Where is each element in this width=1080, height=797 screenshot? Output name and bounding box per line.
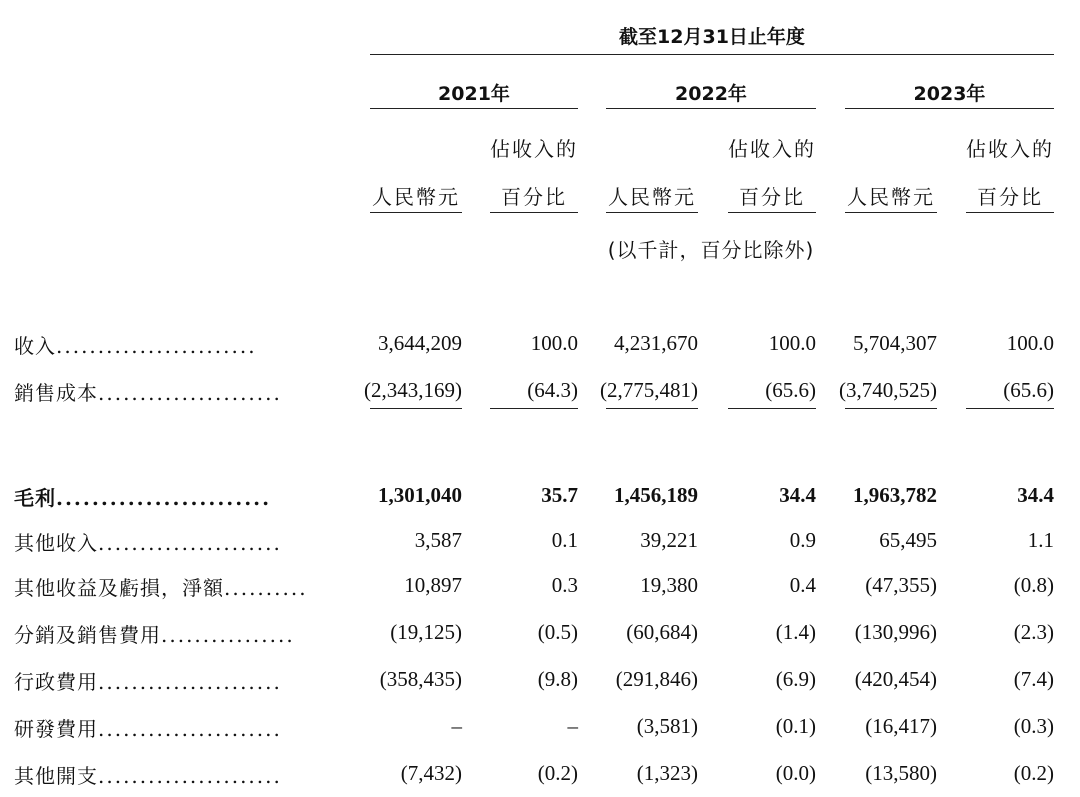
subtotal-rule: [845, 408, 937, 409]
rmb-value: (47,355): [865, 573, 937, 597]
row-label: [14, 760, 282, 789]
pct-value: (0.2): [1013, 761, 1054, 785]
pct-value: (7.4): [1013, 667, 1054, 691]
unit-note: (以千計，百分比除外): [607, 238, 815, 262]
row-label: [14, 377, 282, 406]
rmb-value: 10,897: [404, 573, 462, 597]
subtotal-rule: [370, 408, 462, 409]
leader-dots: ........................: [56, 486, 272, 510]
pct-value: (0.3): [1013, 714, 1054, 738]
rmb-value: (19,125): [390, 620, 462, 644]
rmb-header-2021: 人民幣元: [372, 185, 460, 209]
rmb-header-2022: 人民幣元: [608, 185, 696, 209]
rmb-value: (7,432): [400, 761, 462, 785]
row-label-text: 行政費用: [14, 670, 98, 694]
row-label-text: 分銷及銷售費用: [14, 623, 161, 647]
rmb-value: 39,221: [640, 528, 698, 552]
pct-value: (2.3): [1013, 620, 1054, 644]
row-label: [14, 666, 282, 695]
rmb-value: (2,343,169): [364, 378, 462, 402]
pct-value: (65.6): [765, 378, 816, 402]
year-rule-2021: [370, 108, 578, 109]
col-rule: [966, 212, 1054, 213]
subtotal-rule: [966, 408, 1054, 409]
pct-value: (1.4): [775, 620, 816, 644]
leader-dots: ........................: [56, 334, 257, 358]
rmb-value: 1,301,040: [378, 483, 462, 507]
leader-dots: ..........: [224, 576, 308, 600]
pct-value: (64.3): [527, 378, 578, 402]
leader-dots: ......................: [98, 531, 282, 555]
rmb-value: 1,963,782: [853, 483, 937, 507]
year-2021: 2021年: [438, 83, 510, 105]
pct-value: (0.8): [1013, 573, 1054, 597]
pct-value: (0.5): [537, 620, 578, 644]
row-label-text: 其他收益及虧損，淨額: [14, 576, 224, 600]
subtotal-rule: [728, 408, 816, 409]
pct-value: 34.4: [1017, 483, 1054, 507]
rmb-value: 5,704,307: [853, 331, 937, 355]
rmb-value: (3,740,525): [839, 378, 937, 402]
pct-value: (9.8): [537, 667, 578, 691]
row-label: [14, 713, 282, 742]
row-label-text: 銷售成本: [14, 381, 98, 405]
rmb-value: 3,644,209: [378, 331, 462, 355]
pct-value: 34.4: [779, 483, 816, 507]
period-rule: [370, 54, 1054, 55]
period-title: 截至12月31日止年度: [619, 26, 805, 48]
col-rule: [728, 212, 816, 213]
year-2023: 2023年: [913, 83, 986, 105]
pct-value: 0.3: [551, 573, 578, 597]
year-2022: 2022年: [675, 83, 747, 105]
rmb-value: (2,775,481): [600, 378, 698, 402]
row-label: [14, 330, 257, 359]
pct-value: 1.1: [1027, 528, 1054, 552]
pct-header-line1-2022: 佔收入的: [728, 137, 816, 161]
rmb-value: (60,684): [626, 620, 698, 644]
rmb-value: 19,380: [640, 573, 698, 597]
pct-value: 0.1: [551, 528, 578, 552]
row-label: [14, 527, 282, 556]
pct-value: 100.0: [768, 331, 816, 355]
rmb-value: (291,846): [615, 667, 698, 691]
pct-value: (6.9): [775, 667, 816, 691]
rmb-header-2023: 人民幣元: [847, 185, 935, 209]
rmb-value: 1,456,189: [614, 483, 698, 507]
rmb-value: (13,580): [865, 761, 937, 785]
rmb-value: 65,495: [879, 528, 937, 552]
row-label: [14, 572, 308, 601]
subtotal-rule: [606, 408, 698, 409]
rmb-value: (130,996): [854, 620, 937, 644]
row-label: [14, 482, 271, 511]
rmb-value: 3,587: [414, 528, 462, 552]
row-label-text: 毛利: [14, 486, 56, 510]
rmb-value: (358,435): [379, 667, 462, 691]
rmb-value: (420,454): [854, 667, 937, 691]
pct-header-line1-2023: 佔收入的: [966, 137, 1054, 161]
col-rule: [490, 212, 578, 213]
col-rule: [845, 212, 937, 213]
row-label-text: 其他收入: [14, 531, 98, 555]
pct-header-line2-2021: 百分比: [501, 185, 567, 209]
pct-value: (65.6): [1003, 378, 1054, 402]
row-label-text: 其他開支: [14, 764, 98, 788]
rmb-value: 4,231,670: [614, 331, 698, 355]
pct-value: 0.9: [789, 528, 816, 552]
pct-header-line2-2023: 百分比: [977, 185, 1043, 209]
pct-value: 100.0: [1006, 331, 1054, 355]
rmb-value: (1,323): [636, 761, 698, 785]
leader-dots: ......................: [98, 670, 282, 694]
rmb-value: –: [451, 714, 462, 738]
leader-dots: ......................: [98, 764, 282, 788]
pct-value: (0.2): [537, 761, 578, 785]
leader-dots: ......................: [98, 717, 282, 741]
pct-header-line1-2021: 佔收入的: [490, 137, 578, 161]
pct-value: –: [567, 714, 578, 738]
pct-value: 100.0: [530, 331, 578, 355]
leader-dots: ......................: [98, 381, 282, 405]
pct-header-line2-2022: 百分比: [739, 185, 805, 209]
rmb-value: (3,581): [636, 714, 698, 738]
year-rule-2023: [845, 108, 1054, 109]
pct-value: (0.0): [775, 761, 816, 785]
year-rule-2022: [606, 108, 816, 109]
row-label: [14, 619, 295, 648]
row-label-text: 研發費用: [14, 717, 98, 741]
col-rule: [606, 212, 698, 213]
pct-value: 0.4: [789, 573, 816, 597]
col-rule: [370, 212, 462, 213]
pct-value: 35.7: [541, 483, 578, 507]
subtotal-rule: [490, 408, 578, 409]
rmb-value: (16,417): [865, 714, 937, 738]
leader-dots: ................: [161, 623, 295, 647]
pct-value: (0.1): [775, 714, 816, 738]
row-label-text: 收入: [14, 334, 56, 358]
